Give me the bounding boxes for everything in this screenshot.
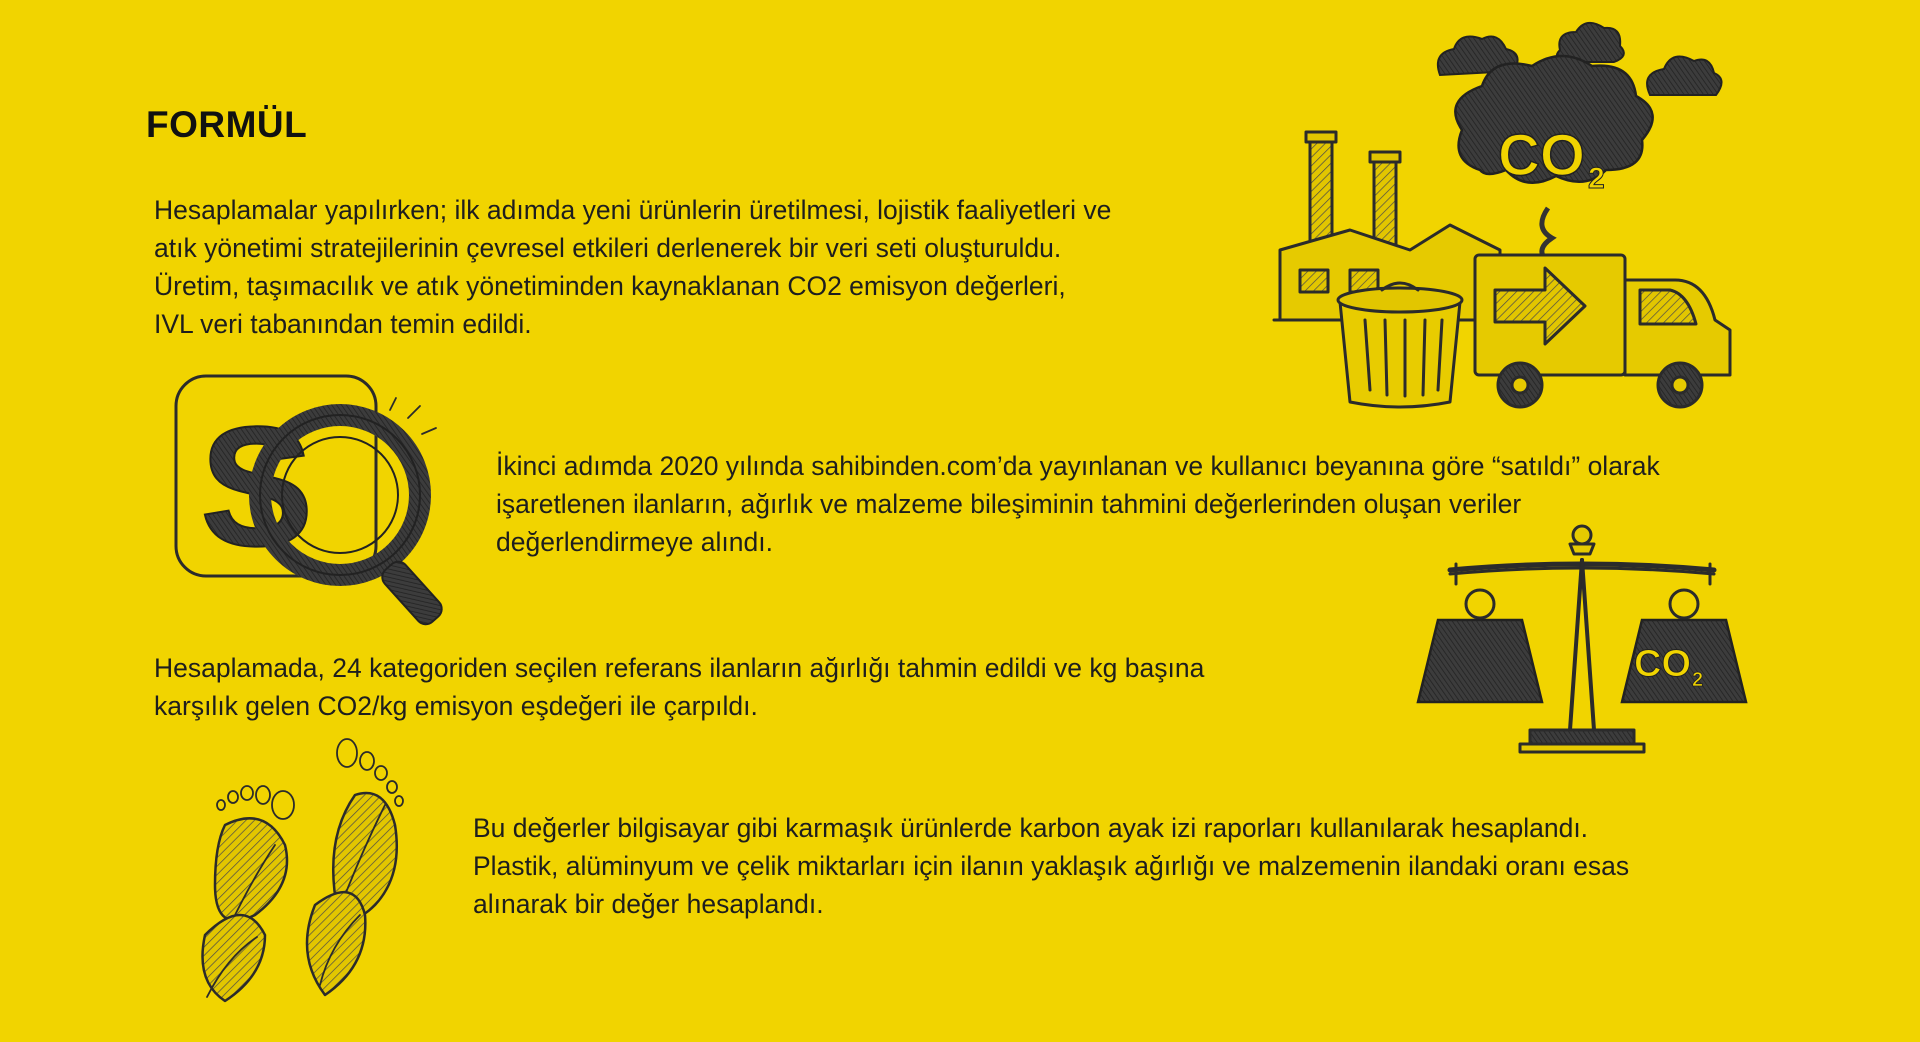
paragraph-line: Bu değerler bilgisayar gibi karmaşık ürünlerde karbon ayak izi raporları kullanılarak hesaplandı. bbox=[473, 813, 1589, 843]
paragraph-line: Üretim, taşımacılık ve atık yönetiminden kaynaklanan CO2 emisyon değerleri, bbox=[154, 271, 1066, 301]
paragraph-line: karşılık gelen CO2/kg emisyon eşdeğeri ile çarpıldı. bbox=[154, 691, 758, 721]
factory-truck-co2-icon bbox=[1270, 20, 1740, 420]
paragraph-line: IVL veri tabanından temin edildi. bbox=[154, 309, 532, 339]
paragraph-line: Hesaplamalar yapılırken; ilk adımda yeni ürünlerin üretilmesi, lojistik faaliyetleri ve bbox=[154, 195, 1112, 225]
co2-subscript: 2 bbox=[1692, 669, 1704, 691]
sahibinden-search-icon bbox=[170, 370, 480, 630]
leaf-footprints-icon bbox=[195, 735, 455, 1005]
paragraph-line: işaretlenen ilanların, ağırlık ve malzeme bileşiminin tahmini değerlerinden oluşan veriler bbox=[496, 489, 1522, 519]
co2-scale-icon bbox=[1420, 520, 1750, 760]
cloud-icon bbox=[1647, 57, 1721, 96]
co2-subscript: 2 bbox=[1588, 162, 1605, 195]
sahibinden-letter: S bbox=[200, 392, 314, 582]
paragraph-line: alınarak bir değer hesaplandı. bbox=[473, 889, 824, 919]
co2-label: CO bbox=[1498, 123, 1585, 188]
paragraph-line: Plastik, alüminyum ve çelik miktarları için ilanın yaklaşık ağırlığı ve malzemenin ilandaki oranı esas bbox=[473, 851, 1630, 881]
paragraph-line: değerlendirmeye alındı. bbox=[496, 527, 773, 557]
co2-label: CO bbox=[1634, 643, 1691, 685]
paragraph-3 bbox=[154, 649, 1384, 725]
paragraph-1 bbox=[154, 191, 1284, 343]
paragraph-4 bbox=[473, 809, 1803, 923]
paragraph-line: atık yönetimi stratejilerinin çevresel etkileri derlenerek bir veri seti oluşturuldu. bbox=[154, 233, 1062, 263]
page-title: FORMÜL bbox=[146, 104, 308, 145]
paragraph-line: Hesaplamada, 24 kategoriden seçilen referans ilanların ağırlığı tahmin edildi ve kg başına bbox=[154, 653, 1205, 683]
paragraph-line: İkinci adımda 2020 yılında sahibinden.com’da yayınlanan ve kullanıcı beyanına göre “satıldı” olarak bbox=[496, 451, 1660, 481]
